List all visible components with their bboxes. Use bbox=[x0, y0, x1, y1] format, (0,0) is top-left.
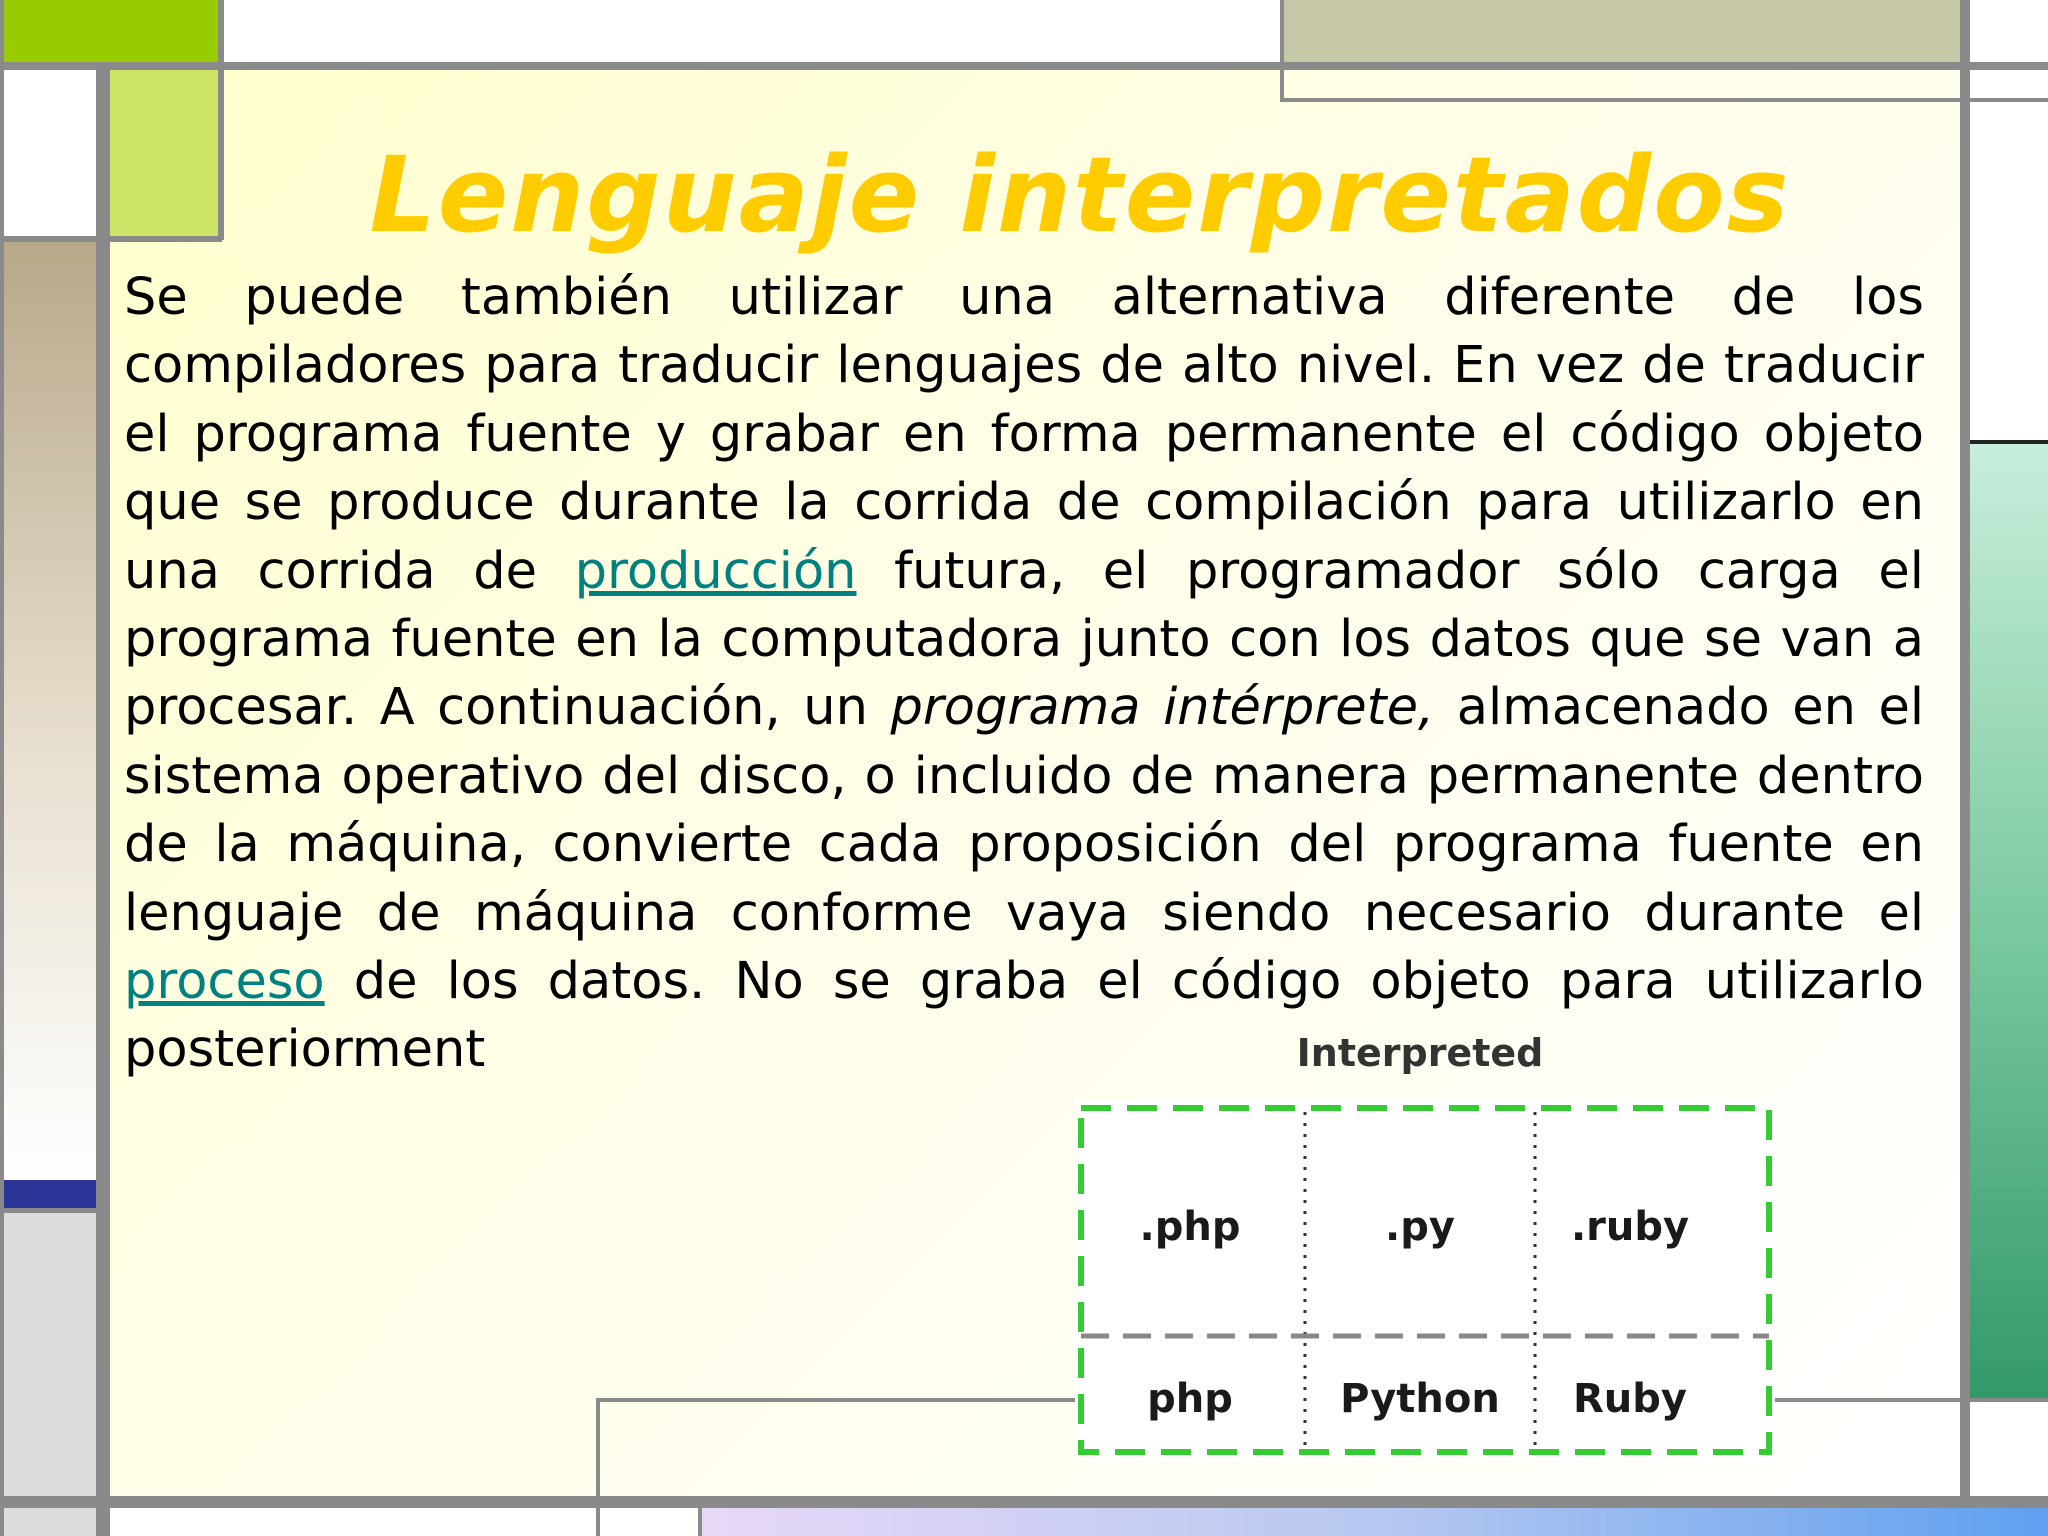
diagram-title: Interpreted bbox=[1296, 1031, 1544, 1075]
frame-right-line bbox=[1960, 0, 1970, 1508]
frame-left-h1 bbox=[0, 236, 222, 242]
paragraph-text-3: almacenado en el sistema operativo del disco, o incluido de manera permanente dentro de la máquina, convierte cada proposición del programa fuente en lenguaje de máquina conforme vaya siendo necesario durante el bbox=[124, 678, 1924, 943]
paragraph-text-4: de los datos. No se graba el código objeto para utilizarlo posteriorment bbox=[124, 952, 1924, 1080]
cell-lang-python: Python bbox=[1340, 1376, 1500, 1422]
left-lower-gray-block bbox=[0, 1212, 96, 1536]
diagram-grid bbox=[1075, 1100, 1775, 1460]
frame-green-block-edge bbox=[218, 0, 224, 240]
cell-ext-py: .py bbox=[1385, 1204, 1455, 1250]
frame-bottom-line bbox=[0, 1496, 2048, 1508]
paragraph-text-2: futura, el programador sólo carga el programa fuente en la computadora junto con los datos que se van a procesar. A continuación, un bbox=[124, 541, 1924, 738]
frame-left-line bbox=[96, 62, 110, 1536]
left-tan-bar bbox=[0, 240, 96, 1180]
frame-olive-left bbox=[1280, 0, 1284, 102]
bottom-gradient-bar bbox=[700, 1508, 2048, 1536]
paragraph-emphasis: programa intérprete, bbox=[890, 678, 1435, 738]
right-green-bar bbox=[1970, 440, 2048, 1398]
frame-left-top-h bbox=[0, 0, 4, 1536]
link-proceso[interactable]: proceso bbox=[124, 952, 325, 1012]
frame-olive-bottom bbox=[1280, 98, 2048, 102]
paragraph-text-1: Se puede también utilizar una alternativa diferente de los compiladores para traducir lenguajes de alto nivel. En vez de traducir el programa fuente y grabar en forma permanente el código objeto que se produce durante la corrida de compilación para utilizarlo en una corrida de bbox=[124, 268, 1924, 601]
inner-green-block bbox=[110, 70, 222, 238]
top-olive-block bbox=[1282, 0, 1962, 66]
frame-bottom-bar-left bbox=[698, 1508, 702, 1536]
cell-lang-ruby: Ruby bbox=[1573, 1376, 1687, 1422]
frame-left-h2 bbox=[0, 1208, 110, 1213]
page-title: Lenguaje interpretados bbox=[369, 134, 1791, 256]
frame-bottom-inner-v bbox=[596, 1398, 600, 1536]
link-produccion[interactable]: producción bbox=[574, 541, 857, 601]
interpreted-diagram bbox=[1075, 1100, 1775, 1460]
left-navy-bar bbox=[0, 1180, 96, 1208]
cell-ext-ruby: .ruby bbox=[1570, 1204, 1690, 1250]
body-paragraph bbox=[124, 264, 1924, 1085]
top-left-green-block bbox=[0, 0, 222, 66]
cell-lang-php: php bbox=[1147, 1376, 1233, 1422]
right-dark-line bbox=[1962, 440, 2048, 444]
cell-ext-php: .php bbox=[1139, 1204, 1241, 1250]
frame-top-line bbox=[0, 62, 2048, 70]
